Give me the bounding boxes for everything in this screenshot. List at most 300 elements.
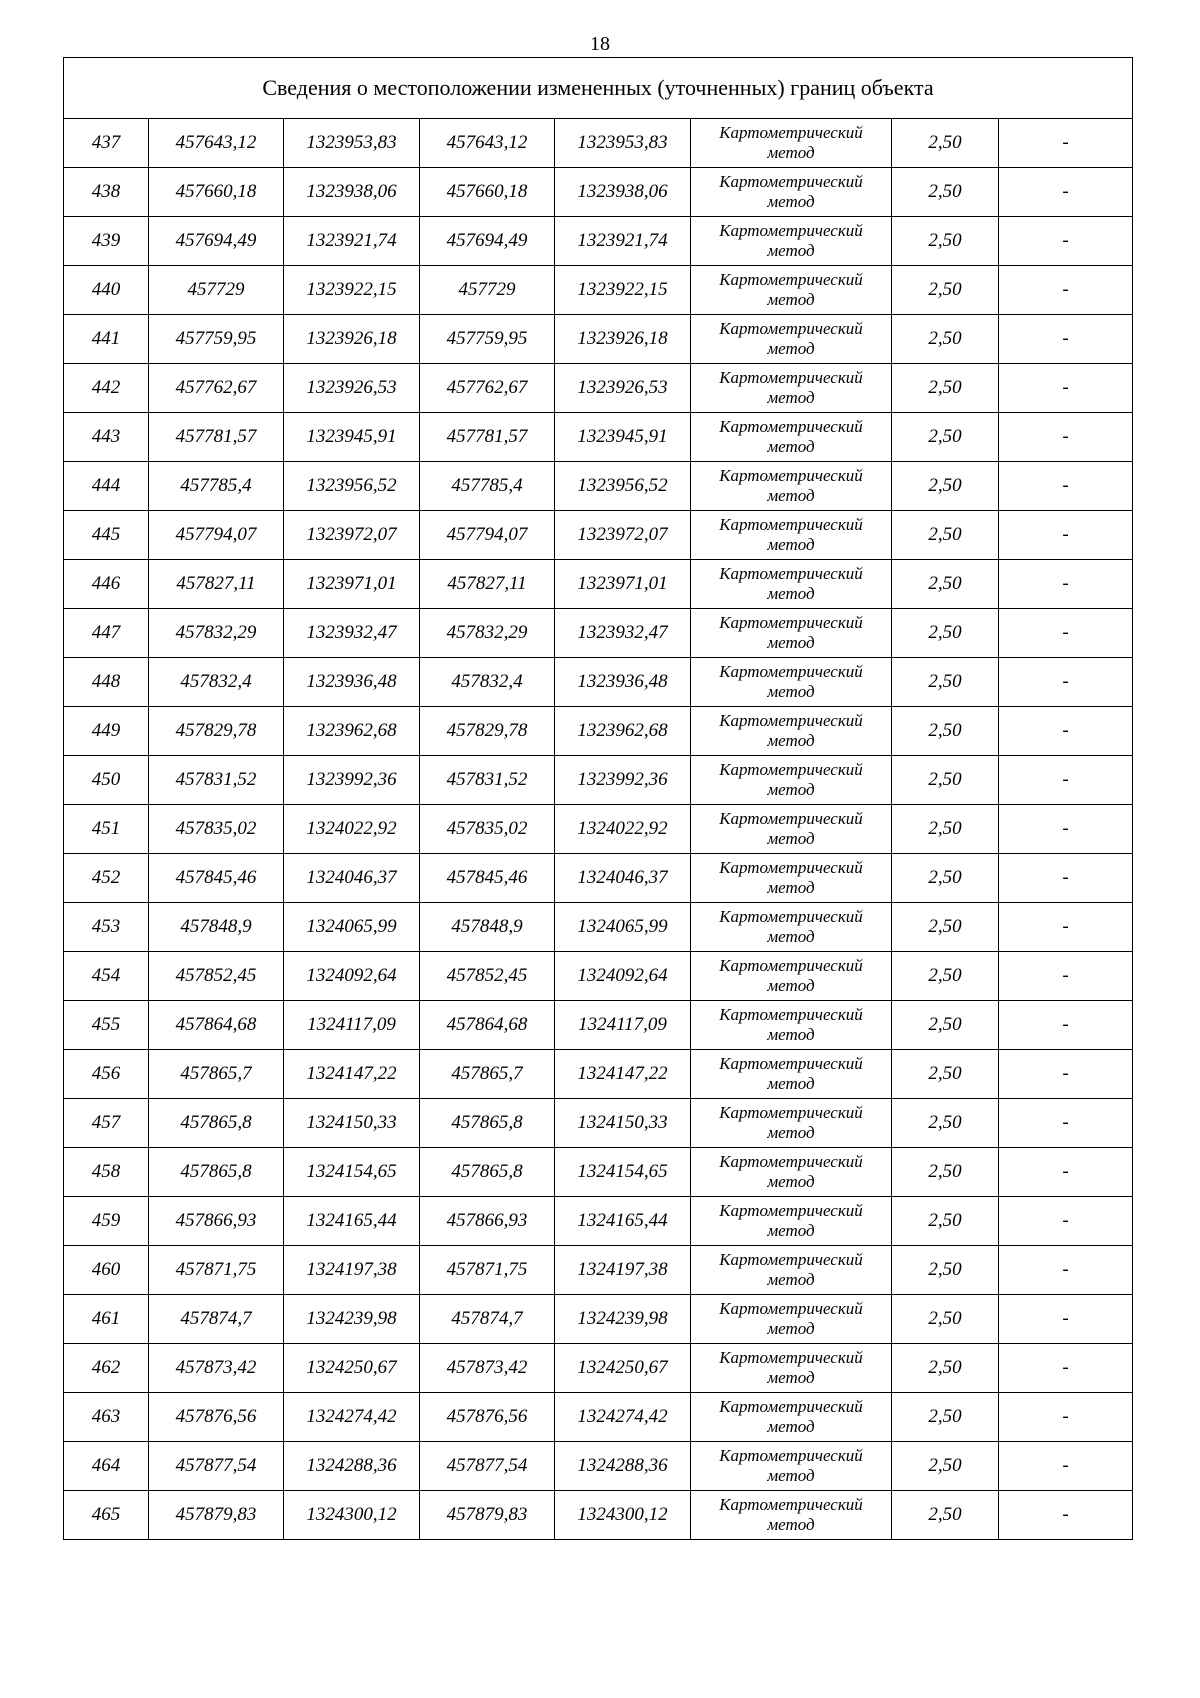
table-row — [64, 756, 1133, 805]
y-new-cell: 1324147,22 — [555, 1050, 691, 1099]
y-existing-cell: 1324165,44 — [284, 1197, 420, 1246]
description-cell: - — [999, 511, 1133, 560]
description-cell: - — [999, 609, 1133, 658]
x-existing-cell: 457852,45 — [149, 952, 284, 1001]
method-line-2: метод — [767, 584, 815, 603]
table-row — [64, 413, 1133, 462]
method-cell — [691, 511, 892, 560]
point-number-cell: 465 — [64, 1491, 149, 1540]
y-new-cell: 1323972,07 — [555, 511, 691, 560]
description-cell: - — [999, 707, 1133, 756]
precision-cell: 2,50 — [892, 560, 999, 609]
table-row — [64, 952, 1133, 1001]
y-existing-cell: 1323945,91 — [284, 413, 420, 462]
x-new-cell: 457829,78 — [420, 707, 555, 756]
precision-cell: 2,50 — [892, 217, 999, 266]
precision-cell: 2,50 — [892, 1197, 999, 1246]
x-new-cell: 457877,54 — [420, 1442, 555, 1491]
x-existing-cell: 457832,4 — [149, 658, 284, 707]
x-new-cell: 457835,02 — [420, 805, 555, 854]
x-existing-cell: 457876,56 — [149, 1393, 284, 1442]
x-new-cell: 457865,8 — [420, 1099, 555, 1148]
description-cell: - — [999, 1099, 1133, 1148]
method-line-1: Картометрический — [719, 319, 863, 338]
point-number-cell: 438 — [64, 168, 149, 217]
method-line-1: Картометрический — [719, 123, 863, 142]
description-cell: - — [999, 1491, 1133, 1540]
method-line-1: Картометрический — [719, 466, 863, 485]
description-cell: - — [999, 1050, 1133, 1099]
method-cell — [691, 1344, 892, 1393]
x-existing-cell: 457759,95 — [149, 315, 284, 364]
x-new-cell: 457827,11 — [420, 560, 555, 609]
x-existing-cell: 457832,29 — [149, 609, 284, 658]
y-existing-cell: 1324250,67 — [284, 1344, 420, 1393]
description-cell: - — [999, 1197, 1133, 1246]
y-existing-cell: 1324239,98 — [284, 1295, 420, 1344]
method-line-2: метод — [767, 1123, 815, 1142]
method-line-1: Картометрический — [719, 1201, 863, 1220]
x-existing-cell: 457827,11 — [149, 560, 284, 609]
method-line-2: метод — [767, 143, 815, 162]
x-new-cell: 457845,46 — [420, 854, 555, 903]
method-cell — [691, 1148, 892, 1197]
precision-cell: 2,50 — [892, 805, 999, 854]
method-cell — [691, 805, 892, 854]
description-cell: - — [999, 1442, 1133, 1491]
y-new-cell: 1324197,38 — [555, 1246, 691, 1295]
method-line-1: Картометрический — [719, 809, 863, 828]
description-cell: - — [999, 1246, 1133, 1295]
point-number-cell: 451 — [64, 805, 149, 854]
y-new-cell: 1323962,68 — [555, 707, 691, 756]
point-number-cell: 441 — [64, 315, 149, 364]
method-line-2: метод — [767, 976, 815, 995]
y-existing-cell: 1323992,36 — [284, 756, 420, 805]
x-existing-cell: 457660,18 — [149, 168, 284, 217]
table-title: Сведения о местоположении измененных (уточненных) границ объекта — [64, 58, 1133, 119]
precision-cell: 2,50 — [892, 1344, 999, 1393]
method-cell — [691, 1295, 892, 1344]
x-new-cell: 457762,67 — [420, 364, 555, 413]
table-row — [64, 609, 1133, 658]
y-existing-cell: 1323926,18 — [284, 315, 420, 364]
point-number-cell: 464 — [64, 1442, 149, 1491]
precision-cell: 2,50 — [892, 462, 999, 511]
y-existing-cell: 1323932,47 — [284, 609, 420, 658]
x-new-cell: 457729 — [420, 266, 555, 315]
precision-cell: 2,50 — [892, 1099, 999, 1148]
method-cell — [691, 560, 892, 609]
point-number-cell: 442 — [64, 364, 149, 413]
y-existing-cell: 1323956,52 — [284, 462, 420, 511]
table-row — [64, 1148, 1133, 1197]
y-existing-cell: 1324197,38 — [284, 1246, 420, 1295]
point-number-cell: 448 — [64, 658, 149, 707]
method-line-2: метод — [767, 682, 815, 701]
y-new-cell: 1324239,98 — [555, 1295, 691, 1344]
table-row — [64, 511, 1133, 560]
method-cell — [691, 1099, 892, 1148]
description-cell: - — [999, 364, 1133, 413]
y-new-cell: 1324154,65 — [555, 1148, 691, 1197]
y-new-cell: 1323926,18 — [555, 315, 691, 364]
x-new-cell: 457873,42 — [420, 1344, 555, 1393]
point-number-cell: 462 — [64, 1344, 149, 1393]
table-row — [64, 560, 1133, 609]
y-new-cell: 1323936,48 — [555, 658, 691, 707]
point-number-cell: 437 — [64, 119, 149, 168]
x-new-cell: 457876,56 — [420, 1393, 555, 1442]
method-cell — [691, 462, 892, 511]
method-line-2: метод — [767, 731, 815, 750]
method-line-2: метод — [767, 192, 815, 211]
y-existing-cell: 1324300,12 — [284, 1491, 420, 1540]
y-existing-cell: 1324117,09 — [284, 1001, 420, 1050]
x-existing-cell: 457781,57 — [149, 413, 284, 462]
x-existing-cell: 457831,52 — [149, 756, 284, 805]
x-new-cell: 457874,7 — [420, 1295, 555, 1344]
precision-cell: 2,50 — [892, 413, 999, 462]
precision-cell: 2,50 — [892, 511, 999, 560]
table-row — [64, 1050, 1133, 1099]
description-cell: - — [999, 1148, 1133, 1197]
description-cell: - — [999, 462, 1133, 511]
x-new-cell: 457864,68 — [420, 1001, 555, 1050]
x-new-cell: 457794,07 — [420, 511, 555, 560]
point-number-cell: 460 — [64, 1246, 149, 1295]
description-cell: - — [999, 805, 1133, 854]
x-new-cell: 457759,95 — [420, 315, 555, 364]
y-existing-cell: 1324092,64 — [284, 952, 420, 1001]
x-existing-cell: 457835,02 — [149, 805, 284, 854]
y-new-cell: 1323945,91 — [555, 413, 691, 462]
precision-cell: 2,50 — [892, 1442, 999, 1491]
table-row — [64, 854, 1133, 903]
method-cell — [691, 609, 892, 658]
y-existing-cell: 1323962,68 — [284, 707, 420, 756]
method-line-1: Картометрический — [719, 613, 863, 632]
y-existing-cell: 1323953,83 — [284, 119, 420, 168]
precision-cell: 2,50 — [892, 609, 999, 658]
description-cell: - — [999, 1393, 1133, 1442]
y-existing-cell: 1324022,92 — [284, 805, 420, 854]
y-new-cell: 1324150,33 — [555, 1099, 691, 1148]
description-cell: - — [999, 315, 1133, 364]
method-line-2: метод — [767, 1270, 815, 1289]
method-cell — [691, 1001, 892, 1050]
method-cell — [691, 1050, 892, 1099]
y-new-cell: 1324165,44 — [555, 1197, 691, 1246]
precision-cell: 2,50 — [892, 854, 999, 903]
method-cell — [691, 413, 892, 462]
precision-cell: 2,50 — [892, 1393, 999, 1442]
point-number-cell: 447 — [64, 609, 149, 658]
description-cell: - — [999, 903, 1133, 952]
description-cell: - — [999, 854, 1133, 903]
x-new-cell: 457831,52 — [420, 756, 555, 805]
y-existing-cell: 1323938,06 — [284, 168, 420, 217]
y-new-cell: 1324250,67 — [555, 1344, 691, 1393]
point-number-cell: 455 — [64, 1001, 149, 1050]
point-number-cell: 459 — [64, 1197, 149, 1246]
x-existing-cell: 457879,83 — [149, 1491, 284, 1540]
method-line-2: метод — [767, 633, 815, 652]
method-line-1: Картометрический — [719, 172, 863, 191]
y-new-cell: 1324065,99 — [555, 903, 691, 952]
method-cell — [691, 952, 892, 1001]
point-number-cell: 461 — [64, 1295, 149, 1344]
x-existing-cell: 457871,75 — [149, 1246, 284, 1295]
y-new-cell: 1324022,92 — [555, 805, 691, 854]
method-line-1: Картометрический — [719, 270, 863, 289]
table-row — [64, 1246, 1133, 1295]
method-line-1: Картометрический — [719, 1152, 863, 1171]
description-cell: - — [999, 217, 1133, 266]
method-line-2: метод — [767, 290, 815, 309]
method-line-1: Картометрический — [719, 368, 863, 387]
precision-cell: 2,50 — [892, 119, 999, 168]
point-number-cell: 446 — [64, 560, 149, 609]
table-row — [64, 1442, 1133, 1491]
table-row — [64, 1295, 1133, 1344]
method-line-1: Картометрический — [719, 956, 863, 975]
x-existing-cell: 457845,46 — [149, 854, 284, 903]
method-line-2: метод — [767, 878, 815, 897]
y-new-cell: 1324092,64 — [555, 952, 691, 1001]
table-row — [64, 119, 1133, 168]
method-line-2: метод — [767, 1515, 815, 1534]
table-row — [64, 707, 1133, 756]
method-line-1: Картометрический — [719, 417, 863, 436]
point-number-cell: 444 — [64, 462, 149, 511]
y-existing-cell: 1324065,99 — [284, 903, 420, 952]
y-new-cell: 1323992,36 — [555, 756, 691, 805]
description-cell: - — [999, 1344, 1133, 1393]
y-existing-cell: 1324154,65 — [284, 1148, 420, 1197]
description-cell: - — [999, 168, 1133, 217]
x-existing-cell: 457865,8 — [149, 1148, 284, 1197]
y-existing-cell: 1324150,33 — [284, 1099, 420, 1148]
point-number-cell: 449 — [64, 707, 149, 756]
x-existing-cell: 457762,67 — [149, 364, 284, 413]
x-new-cell: 457660,18 — [420, 168, 555, 217]
description-cell: - — [999, 1001, 1133, 1050]
x-existing-cell: 457874,7 — [149, 1295, 284, 1344]
point-number-cell: 445 — [64, 511, 149, 560]
method-cell — [691, 217, 892, 266]
method-cell — [691, 364, 892, 413]
table-row — [64, 217, 1133, 266]
x-new-cell: 457832,4 — [420, 658, 555, 707]
x-existing-cell: 457866,93 — [149, 1197, 284, 1246]
description-cell: - — [999, 658, 1133, 707]
table-row — [64, 266, 1133, 315]
x-existing-cell: 457865,7 — [149, 1050, 284, 1099]
description-cell: - — [999, 1295, 1133, 1344]
method-line-1: Картометрический — [719, 711, 863, 730]
y-new-cell: 1323956,52 — [555, 462, 691, 511]
table-row — [64, 462, 1133, 511]
point-number-cell: 458 — [64, 1148, 149, 1197]
precision-cell: 2,50 — [892, 315, 999, 364]
y-new-cell: 1323938,06 — [555, 168, 691, 217]
table-row — [64, 1393, 1133, 1442]
method-cell — [691, 903, 892, 952]
method-line-2: метод — [767, 388, 815, 407]
table-row — [64, 1001, 1133, 1050]
point-number-cell: 452 — [64, 854, 149, 903]
x-existing-cell: 457785,4 — [149, 462, 284, 511]
precision-cell: 2,50 — [892, 1491, 999, 1540]
table-row — [64, 805, 1133, 854]
x-new-cell: 457781,57 — [420, 413, 555, 462]
description-cell: - — [999, 952, 1133, 1001]
x-new-cell: 457865,8 — [420, 1148, 555, 1197]
x-existing-cell: 457865,8 — [149, 1099, 284, 1148]
method-line-2: метод — [767, 241, 815, 260]
method-line-2: метод — [767, 535, 815, 554]
description-cell: - — [999, 266, 1133, 315]
y-existing-cell: 1323922,15 — [284, 266, 420, 315]
y-existing-cell: 1323936,48 — [284, 658, 420, 707]
page-number: 18 — [590, 33, 610, 55]
y-new-cell: 1324300,12 — [555, 1491, 691, 1540]
method-line-1: Картометрический — [719, 1299, 863, 1318]
method-cell — [691, 315, 892, 364]
precision-cell: 2,50 — [892, 1050, 999, 1099]
method-line-1: Картометрический — [719, 1446, 863, 1465]
method-cell — [691, 168, 892, 217]
x-new-cell: 457865,7 — [420, 1050, 555, 1099]
table-row — [64, 1099, 1133, 1148]
method-line-2: метод — [767, 1221, 815, 1240]
x-existing-cell: 457877,54 — [149, 1442, 284, 1491]
x-new-cell: 457643,12 — [420, 119, 555, 168]
y-existing-cell: 1324288,36 — [284, 1442, 420, 1491]
x-new-cell: 457852,45 — [420, 952, 555, 1001]
table-row — [64, 658, 1133, 707]
precision-cell: 2,50 — [892, 1295, 999, 1344]
table-row — [64, 364, 1133, 413]
description-cell: - — [999, 413, 1133, 462]
precision-cell: 2,50 — [892, 707, 999, 756]
y-existing-cell: 1323972,07 — [284, 511, 420, 560]
y-existing-cell: 1324046,37 — [284, 854, 420, 903]
precision-cell: 2,50 — [892, 952, 999, 1001]
x-new-cell: 457871,75 — [420, 1246, 555, 1295]
method-line-1: Картометрический — [719, 1397, 863, 1416]
precision-cell: 2,50 — [892, 1001, 999, 1050]
point-number-cell: 457 — [64, 1099, 149, 1148]
x-existing-cell: 457794,07 — [149, 511, 284, 560]
method-line-1: Картометрический — [719, 760, 863, 779]
point-number-cell: 456 — [64, 1050, 149, 1099]
table-row — [64, 315, 1133, 364]
y-new-cell: 1323922,15 — [555, 266, 691, 315]
coordinates-table — [63, 57, 1133, 1540]
x-existing-cell: 457694,49 — [149, 217, 284, 266]
y-new-cell: 1323953,83 — [555, 119, 691, 168]
point-number-cell: 454 — [64, 952, 149, 1001]
x-new-cell: 457879,83 — [420, 1491, 555, 1540]
y-new-cell: 1324046,37 — [555, 854, 691, 903]
table-row — [64, 1344, 1133, 1393]
method-cell — [691, 119, 892, 168]
method-cell — [691, 1246, 892, 1295]
point-number-cell: 443 — [64, 413, 149, 462]
y-existing-cell: 1323971,01 — [284, 560, 420, 609]
method-line-2: метод — [767, 1417, 815, 1436]
table-row — [64, 168, 1133, 217]
x-new-cell: 457866,93 — [420, 1197, 555, 1246]
method-line-2: метод — [767, 339, 815, 358]
description-cell: - — [999, 560, 1133, 609]
precision-cell: 2,50 — [892, 1148, 999, 1197]
precision-cell: 2,50 — [892, 658, 999, 707]
y-existing-cell: 1323921,74 — [284, 217, 420, 266]
method-line-1: Картометрический — [719, 662, 863, 681]
x-new-cell: 457832,29 — [420, 609, 555, 658]
method-line-2: метод — [767, 1319, 815, 1338]
method-line-2: метод — [767, 1172, 815, 1191]
method-cell — [691, 1442, 892, 1491]
method-line-1: Картометрический — [719, 1250, 863, 1269]
method-line-2: метод — [767, 1025, 815, 1044]
precision-cell: 2,50 — [892, 266, 999, 315]
x-existing-cell: 457873,42 — [149, 1344, 284, 1393]
table-row — [64, 903, 1133, 952]
method-line-1: Картометрический — [719, 1054, 863, 1073]
method-cell — [691, 854, 892, 903]
method-line-1: Картометрический — [719, 1348, 863, 1367]
x-new-cell: 457848,9 — [420, 903, 555, 952]
x-existing-cell: 457729 — [149, 266, 284, 315]
x-new-cell: 457785,4 — [420, 462, 555, 511]
precision-cell: 2,50 — [892, 903, 999, 952]
method-line-1: Картометрический — [719, 1103, 863, 1122]
method-line-2: метод — [767, 927, 815, 946]
x-existing-cell: 457643,12 — [149, 119, 284, 168]
point-number-cell: 453 — [64, 903, 149, 952]
point-number-cell: 439 — [64, 217, 149, 266]
point-number-cell: 440 — [64, 266, 149, 315]
x-existing-cell: 457864,68 — [149, 1001, 284, 1050]
method-cell — [691, 756, 892, 805]
method-line-2: метод — [767, 829, 815, 848]
x-existing-cell: 457848,9 — [149, 903, 284, 952]
method-line-1: Картометрический — [719, 515, 863, 534]
method-cell — [691, 266, 892, 315]
method-line-1: Картометрический — [719, 221, 863, 240]
precision-cell: 2,50 — [892, 364, 999, 413]
y-new-cell: 1323921,74 — [555, 217, 691, 266]
y-existing-cell: 1324274,42 — [284, 1393, 420, 1442]
y-new-cell: 1323926,53 — [555, 364, 691, 413]
method-line-2: метод — [767, 1368, 815, 1387]
y-existing-cell: 1323926,53 — [284, 364, 420, 413]
precision-cell: 2,50 — [892, 756, 999, 805]
table-row — [64, 1197, 1133, 1246]
y-new-cell: 1324274,42 — [555, 1393, 691, 1442]
x-existing-cell: 457829,78 — [149, 707, 284, 756]
description-cell: - — [999, 756, 1133, 805]
method-cell — [691, 1197, 892, 1246]
table-title-row — [64, 58, 1133, 119]
method-cell — [691, 1393, 892, 1442]
y-new-cell: 1324117,09 — [555, 1001, 691, 1050]
x-new-cell: 457694,49 — [420, 217, 555, 266]
